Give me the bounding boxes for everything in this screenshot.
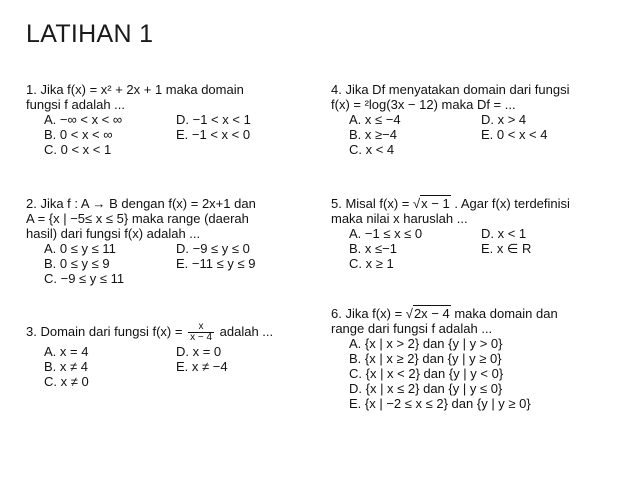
question-3-prefix: 3. Domain dari fungsi f(x) =: [26, 324, 183, 339]
question-5-option-e: E. x ∈ R: [481, 241, 532, 256]
question-6-options: [331, 336, 631, 411]
question-2-line-3: hasil) dari fungsi f(x) adalah ...: [26, 226, 201, 241]
question-1: [26, 82, 316, 157]
question-2-option-a: A. 0 ≤ y ≤ 11: [44, 241, 116, 256]
question-6-option-a: A. {x | x > 2} dan {y | y > 0}: [349, 336, 503, 351]
question-2-option-b: B. 0 ≤ y ≤ 9: [44, 256, 110, 271]
question-1-options: [26, 112, 316, 157]
question-4-option-d: D. x > 4: [481, 112, 527, 127]
question-4: [331, 82, 621, 157]
question-4-line-1: 4. Jika Df menyatakan domain dari fungsi: [331, 82, 570, 97]
question-2-line-1: 2. Jika f : A → B dengan f(x) = 2x+1 dan: [26, 196, 256, 211]
question-3-fraction-numerator: x: [188, 322, 214, 333]
question-6-suffix: maka domain dan: [454, 306, 558, 321]
question-1-option-b: B. 0 < x < ∞: [44, 127, 113, 142]
question-3-option-c: C. x ≠ 0: [44, 374, 89, 389]
question-3-option-a: A. x = 4: [44, 344, 89, 359]
question-2-option-d: D. −9 ≤ y ≤ 0: [176, 241, 250, 256]
question-5-line-1: [331, 196, 631, 211]
question-5: [331, 196, 631, 271]
question-4-option-c: C. x < 4: [349, 142, 395, 157]
question-5-option-d: D. x < 1: [481, 226, 527, 241]
question-1-option-a: A. −∞ < x < ∞: [44, 112, 123, 127]
question-6-radicand: 2x − 4: [413, 306, 450, 321]
question-4-option-a: A. x ≤ −4: [349, 112, 401, 127]
question-5-line-2: maka nilai x haruslah ...: [331, 211, 468, 226]
question-6-option-b: B. {x | x ≥ 2} dan {y | y ≥ 0}: [349, 351, 502, 366]
question-2-line-2: A = {x | −5≤ x ≤ 5} maka range (daerah: [26, 211, 249, 226]
question-5-options: [331, 226, 631, 271]
question-6-line-1: [331, 306, 631, 321]
question-6-line-2: range dari fungsi f adalah ...: [331, 321, 493, 336]
question-5-suffix: . Agar f(x) terdefinisi: [454, 196, 570, 211]
question-2-option-c: C. −9 ≤ y ≤ 11: [44, 271, 125, 286]
question-1-option-c: C. 0 < x < 1: [44, 142, 112, 157]
slide-title: LATIHAN 1: [26, 20, 154, 48]
question-6-option-d: D. {x | x ≤ 2} dan {y | y ≤ 0}: [349, 381, 503, 396]
question-3-option-d: D. x = 0: [176, 344, 222, 359]
question-5-option-c: C. x ≥ 1: [349, 256, 394, 271]
question-3-suffix: adalah ...: [219, 324, 274, 339]
question-3-fraction: [188, 322, 214, 343]
question-4-options: [331, 112, 621, 157]
question-6-option-e: E. {x | −2 ≤ x ≤ 2} dan {y | y ≥ 0}: [349, 396, 531, 411]
question-3-option-b: B. x ≠ 4: [44, 359, 88, 374]
question-2: [26, 196, 326, 286]
question-3-fraction-denominator: x − 4: [190, 332, 213, 344]
question-6: [331, 306, 631, 411]
sqrt-icon: √: [405, 306, 413, 321]
sqrt-icon: √: [413, 196, 421, 211]
question-1-option-e: E. −1 < x < 0: [176, 127, 251, 142]
question-4-option-e: E. 0 < x < 4: [481, 127, 548, 142]
question-5-option-a: A. −1 ≤ x ≤ 0: [349, 226, 423, 241]
question-6-option-c: C. {x | x < 2} dan {y | y < 0}: [349, 366, 504, 381]
question-1-option-d: D. −1 < x < 1: [176, 112, 251, 127]
question-4-option-b: B. x ≥−4: [349, 127, 397, 142]
question-5-radicand: x − 1: [421, 196, 450, 211]
question-2-option-e: E. −11 ≤ y ≤ 9: [176, 256, 256, 271]
question-3-options: [26, 344, 326, 389]
question-2-options: [26, 241, 326, 286]
question-6-prefix: 6. Jika f(x) =: [331, 306, 403, 321]
question-4-line-2: f(x) = ²log(3x − 12) maka Df = ...: [331, 97, 516, 112]
question-5-option-b: B. x ≤−1: [349, 241, 397, 256]
question-1-line-2: fungsi f adalah ...: [26, 97, 126, 112]
question-5-prefix: 5. Misal f(x) =: [331, 196, 410, 211]
question-3-option-e: E. x ≠ −4: [176, 359, 228, 374]
question-3: [26, 320, 326, 389]
question-3-line-1: [26, 320, 326, 344]
question-1-line-1: 1. Jika f(x) = x² + 2x + 1 maka domain: [26, 82, 244, 97]
